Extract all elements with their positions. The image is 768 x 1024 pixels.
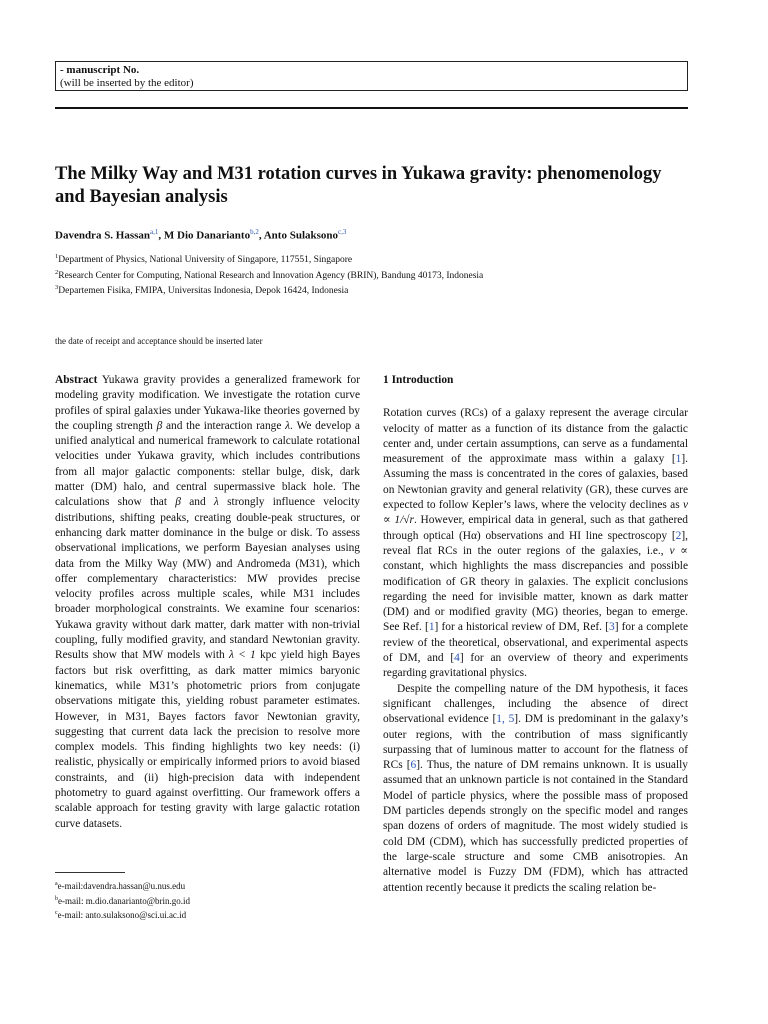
abstract-text: Yukawa gravity provides a generalized framework for modeling gravity modification. We investigate the rotation curve profiles of spiral galaxies under Yukawa-like theories governed by the coupling strength: [55, 374, 360, 432]
footnote-mark: a: [55, 881, 58, 887]
paper-title: The Milky Way and M31 rotation curves in Yukawa gravity: phenomenology and Bayesian analysis: [55, 164, 662, 207]
author-marks[interactable]: c,3: [338, 228, 347, 236]
author-marks[interactable]: a,1: [150, 228, 159, 236]
affiliation: [55, 267, 483, 283]
footnote-email[interactable]: e-mail: m.dio.danarianto@brin.go.id: [58, 895, 191, 906]
math-beta: β: [175, 496, 181, 509]
abstract-column: [55, 373, 360, 832]
introduction-column: [383, 373, 688, 896]
intro-text: ]. Assuming the mass is concentrated in the cores of galaxies, based on Newtonian gravity and general relativity (GR), these curves are expected to follow Kepler’s laws, where the velocity declines as: [383, 453, 688, 512]
intro-text: . However, empirical data in general, such as that gathered through optical (Hα) observations and HI line spectroscopy [: [383, 514, 688, 542]
intro-text: ] for a complete review of the theoretical, observational, and experimental aspects of DM, and [: [383, 621, 688, 665]
math-beta: β: [156, 419, 163, 432]
author-name: Davendra S. Hassan: [55, 229, 151, 242]
intro-text: constant, which highlights the mass discrepancies and possible modification of GR theory in galaxies. The explicit conclusions regarding the need for invisible matter, known as dark matter (DM) and or modified gravity (MG) theories, began to emerge. See Ref. [: [383, 560, 688, 634]
citation-link[interactable]: 6: [410, 759, 417, 772]
abstract-text: strongly influence velocity distributions, shifting peaks, creating double-peak structures, or enhancing dark matter dominance in the bulge or disk. To assess observational implications, we perform Bayesian analyses using data from the Milky Way (MW) and Andromeda (M31), which offer complementary characteristics: MW provides precise velocity profiles across multiple scales, while M31 includes broader morphological constraints. We examine four scenarios: Yukawa gravity without dark matter, dark matter with non-trivial coupling, fully modified gravity, and standard Newtonian gravity. Results show that MW models with: [55, 496, 361, 662]
math-flat: v ∝: [669, 544, 688, 557]
abstract-text: . We develop a unified analytical and numerical framework to calculate rotational velocities under Yukawa gravity, which includes contributions from all major galactic components: stellar bulge, disk, dark matter (DM) halo, and central supermassive black hole. The calculations show that: [55, 419, 360, 509]
footnote: [55, 907, 190, 922]
author-list: Davendra S. Hassan$^{a,1}$, M Dio Danarianto$^{b,2}$, Anto Sulaksono$^{c,3}$: [55, 228, 347, 242]
manuscript-box: [55, 61, 688, 91]
receipt-note: the date of receipt and acceptance should be inserted later: [55, 336, 263, 346]
intro-text: ], reveal flat RCs in the outer regions of the galaxies, i.e.,: [383, 529, 688, 557]
citation-link[interactable]: 1: [675, 453, 682, 466]
author-name: Anto Sulaksono: [263, 229, 339, 242]
citation-link[interactable]: 4: [454, 652, 460, 665]
affiliation-number: 3: [55, 284, 59, 292]
manuscript-number: - manuscript No.: [60, 64, 140, 76]
affiliation-number: 2: [55, 268, 59, 276]
footnote: [55, 878, 190, 893]
affiliations: [55, 251, 483, 298]
intro-paragraph: [383, 406, 688, 681]
math-lambda: λ: [285, 419, 291, 432]
intro-text: ] for an overview of theory and experiments regarding gravitational physics.: [383, 652, 688, 680]
abstract: [55, 373, 360, 832]
intro-text: Despite the compelling nature of the DM hypothesis, it faces significant challenges, including the absence of direct observational evidence [: [383, 682, 688, 726]
abstract-text: and the interaction range: [162, 419, 286, 432]
section-title: Introduction: [391, 374, 454, 386]
math-lambda: λ: [213, 496, 219, 509]
author-name: M Dio Danarianto: [163, 229, 251, 242]
author-marks[interactable]: b,2: [250, 228, 259, 236]
citation-link[interactable]: 1: [428, 621, 435, 634]
abstract-text: and: [180, 496, 214, 509]
intro-paragraph: [383, 682, 688, 896]
section-heading: [383, 373, 688, 388]
affiliation-text: Departemen Fisika, FMIPA, Universitas Indonesia, Depok 16424, Indonesia: [58, 286, 349, 297]
abstract-text: kpc yield high Bayes factors but risk overfitting, as dark matter mimics baryonic kinematics, while M31’s photometric priors from conjugate observations mitigate this, yielding robust parameter estimates. However, in M31, Bayes factors favor Newtonian gravity, suggesting that current data lack the precision to resolve more complex models. This finding highlights two key needs: (i) realistic, physically or empirically informed priors to avoid biased constraints, and (ii) high-precision data with independent photometry to guard against overfitting. Our framework offers a scalable approach for testing gravity with large galactic rotation curve datasets.: [55, 649, 360, 830]
intro-text: ] for a historical review of DM, Ref. [: [434, 621, 609, 634]
editor-note: (will be inserted by the editor): [60, 77, 194, 89]
footnote-email[interactable]: e-mail: anto.sulaksono@sci.ui.ac.id: [57, 910, 187, 920]
affiliation: [55, 251, 483, 267]
footnote: [55, 893, 190, 908]
affiliation: [55, 282, 483, 298]
affiliation-number: 1: [55, 253, 59, 260]
intro-text: ]. DM is predominant in the galaxy’s outer regions, with the contribution of mass significantly surpassing that of luminous matter to account for the flatness of RCs [: [383, 713, 689, 772]
affiliation-text: Department of Physics, National University of Singapore, 117551, Singapore: [58, 255, 353, 266]
citation-link[interactable]: 2: [675, 529, 682, 542]
affiliation-text: Research Center for Computing, National Research and Innovation Agency (BRIN), Bandung 40173, Indonesia: [58, 270, 484, 281]
header-rule: [55, 107, 688, 109]
citation-link[interactable]: 1, 5: [496, 713, 515, 726]
intro-text: ]. Thus, the nature of DM remains unknown. It is usually assumed that an unknown particle is not contained in the Standard Model of particle physics, where the possible mass of proposed DM particles depends strongly on the specific model and ranges span dozens of orders of magnitude. The most widely studied is cold DM (CDM), which has successfully predicted properties of the large-scale structure and some CMB anisotropies. An alternative model is Fuzzy DM (FDM), which has attracted attention recently because it predicts the scaling relation be-: [383, 759, 688, 894]
footnotes: [55, 878, 190, 922]
abstract-heading: Abstract: [55, 374, 98, 386]
footnote-mark: b: [55, 895, 58, 902]
section-number: 1: [383, 374, 389, 386]
footnote-mark: c: [55, 910, 58, 916]
footnote-email[interactable]: e-mail:davendra.hassan@u.nus.edu: [57, 881, 186, 891]
footnote-rule: [55, 872, 125, 873]
math-lambda-lt: λ < 1: [228, 649, 256, 662]
citation-link[interactable]: 3: [608, 621, 615, 634]
math-kepler: v ∝ 1/√r: [383, 499, 688, 527]
intro-text: Rotation curves (RCs) of a galaxy represent the average circular velocity of matter as a function of its distance from the galactic center and, under certain assumptions, can serve as a fundamental measurement of the approximate mass within a galaxy [: [383, 407, 688, 466]
